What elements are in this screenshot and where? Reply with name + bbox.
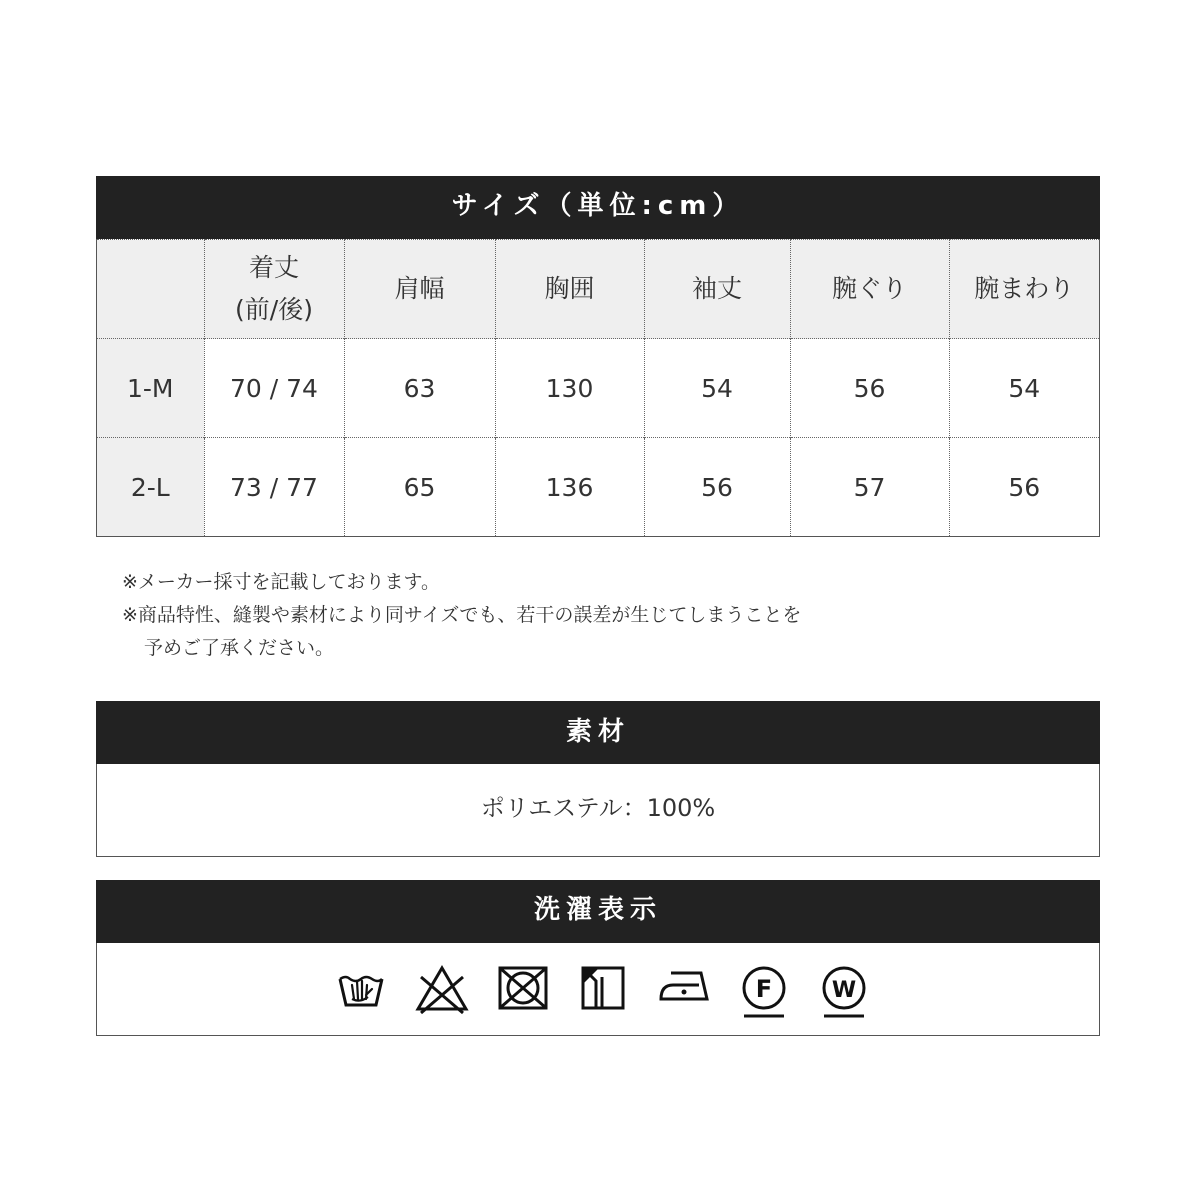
svg-text:F: F [755, 975, 773, 1003]
size-label: 2-L [97, 438, 204, 537]
table-cell: 54 [644, 339, 790, 438]
care-panel [96, 880, 1100, 1036]
wet-clean-w-icon [818, 965, 870, 1021]
measurement-notes [122, 566, 801, 665]
no-tumble-dry-icon [497, 965, 549, 1011]
size-table-title: サイズ（単位:cm） [96, 176, 1100, 239]
header-cell-shoulder: 肩幅 [344, 240, 495, 339]
header-cell-sleeve: 袖丈 [644, 240, 790, 339]
header-cell-length [204, 240, 344, 339]
table-cell: 57 [790, 438, 949, 537]
note-line: ※メーカー採寸を記載しております。 [122, 571, 441, 593]
table-cell: 73 / 77 [204, 438, 344, 537]
size-table-header-row [97, 240, 1099, 339]
header-cell-empty [97, 240, 204, 339]
header-cell-chest: 胸囲 [495, 240, 644, 339]
iron-low-icon [657, 965, 711, 1005]
size-table-panel [96, 176, 1100, 537]
table-cell: 54 [949, 339, 1099, 438]
table-cell: 65 [344, 438, 495, 537]
line-dry-icon [580, 965, 626, 1011]
note-line: 予めご了承ください。 [144, 637, 335, 659]
header-length-sub: (前/後) [235, 295, 313, 324]
table-cell: 56 [644, 438, 790, 537]
material-value: ポリエステル：100% [480, 794, 716, 822]
care-title: 洗濯表示 [96, 880, 1100, 943]
hand-wash-icon [336, 965, 386, 1011]
header-cell-arm-circumference: 腕まわり [949, 240, 1099, 339]
table-cell: 130 [495, 339, 644, 438]
table-cell: 56 [790, 339, 949, 438]
table-cell: 63 [344, 339, 495, 438]
header-length-label: 着丈 [248, 253, 299, 282]
size-table [97, 239, 1099, 536]
svg-text:W: W [831, 978, 857, 1003]
header-cell-armhole: 腕ぐり [790, 240, 949, 339]
table-row [97, 339, 1099, 438]
material-panel [96, 701, 1100, 857]
no-bleach-icon [415, 965, 469, 1015]
table-row [97, 438, 1099, 537]
note-line: ※商品特性、縫製や素材により同サイズでも、若干の誤差が生じてしまうことを [122, 604, 802, 626]
size-label: 1-M [97, 339, 204, 438]
material-title: 素材 [96, 701, 1100, 764]
table-cell: 56 [949, 438, 1099, 537]
dry-clean-f-icon [738, 965, 790, 1021]
table-cell: 70 / 74 [204, 339, 344, 438]
table-cell: 136 [495, 438, 644, 537]
care-icons-row [97, 943, 1099, 1035]
